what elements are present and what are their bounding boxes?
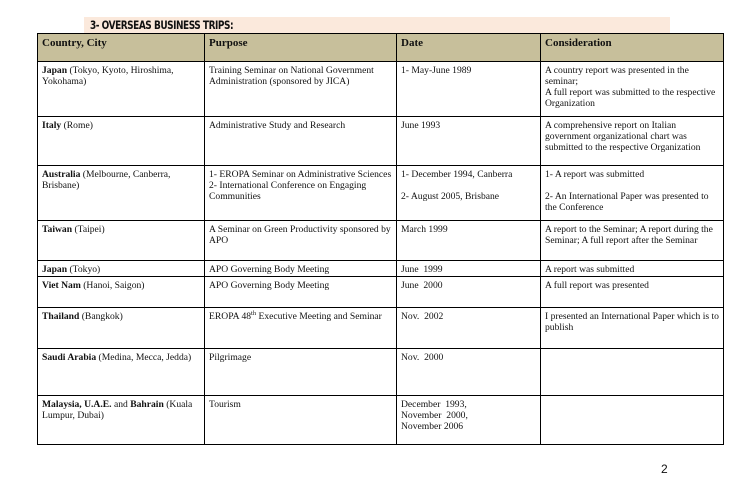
cell-date — [397, 62, 541, 117]
cell-date — [397, 261, 541, 277]
city-list: (Taipei) — [72, 224, 105, 235]
cell-country-city — [38, 308, 205, 349]
cell-purpose — [205, 277, 397, 308]
cell-purpose — [205, 62, 397, 117]
date-text: Nov. 2000 — [401, 352, 444, 363]
cell-country-city — [38, 221, 205, 261]
consideration-text: A report to the Seminar; A report during the Seminar; A full report after the Seminar — [545, 224, 713, 246]
cell-date — [397, 221, 541, 261]
date-text: March 1999 — [401, 224, 448, 235]
consideration-text — [545, 180, 719, 191]
consideration-text: A comprehensive report on Italian government organizational chart was submitted to the respective Organization — [545, 120, 701, 153]
cell-consideration — [541, 277, 724, 308]
table-row — [38, 396, 724, 445]
cell-purpose — [205, 308, 397, 349]
purpose-text: Administrative Study and Research — [209, 120, 346, 131]
city-list: (Melbourne, Canberra, Brisbane) — [42, 169, 171, 191]
cell-purpose — [205, 349, 397, 396]
purpose-text: APO Governing Body Meeting — [209, 264, 330, 275]
country-name: Bahrain — [130, 399, 164, 410]
cell-purpose — [205, 166, 397, 221]
date-text: 1- May-June 1989 — [401, 65, 472, 76]
country-name: Italy — [42, 120, 62, 131]
purpose-text: Tourism — [209, 399, 241, 410]
cell-purpose — [205, 396, 397, 445]
date-text: November 2000, — [401, 410, 468, 421]
cell-country-city — [38, 117, 205, 166]
city-list: (Rome) — [61, 120, 93, 131]
cell-purpose — [205, 261, 397, 277]
date-text — [401, 180, 536, 191]
cell-country-city — [38, 396, 205, 445]
cell-consideration — [541, 396, 724, 445]
header-purpose: Purpose — [205, 34, 397, 62]
cell-date — [397, 308, 541, 349]
cell-purpose — [205, 221, 397, 261]
table-row — [38, 308, 724, 349]
country-name: Japan — [42, 65, 68, 76]
purpose-text: Pilgrimage — [209, 352, 252, 363]
cell-date — [397, 277, 541, 308]
cell-country-city — [38, 261, 205, 277]
city-list: (Tokyo) — [67, 264, 101, 275]
cell-country-city — [38, 62, 205, 117]
header-country-city: Country, City — [38, 34, 205, 62]
header-consideration: Consideration — [541, 34, 724, 62]
purpose-text: A Seminar on Green Productivity sponsored by APO — [209, 224, 391, 246]
cell-consideration — [541, 117, 724, 166]
header-date: Date — [397, 34, 541, 62]
overseas-trips-table — [37, 33, 724, 445]
country-name: Thailand — [42, 311, 80, 322]
cell-purpose — [205, 117, 397, 166]
cell-date — [397, 166, 541, 221]
country-name: Australia — [42, 169, 81, 180]
city-list: and — [111, 399, 131, 410]
cell-consideration — [541, 62, 724, 117]
city-list: (Hanoi, Saigon) — [80, 280, 145, 291]
cell-consideration — [541, 221, 724, 261]
table-row — [38, 277, 724, 308]
consideration-text: A full report was presented — [545, 280, 649, 291]
cell-country-city — [38, 166, 205, 221]
city-list: (Tokyo, Kyoto, Hiroshima, Yokohama) — [42, 65, 174, 87]
date-text: 2- August 2005, Brisbane — [401, 191, 500, 202]
cell-consideration — [541, 166, 724, 221]
date-text: June 1999 — [401, 264, 443, 275]
purpose-text: 1- EROPA Seminar on Administrative Sciences — [209, 169, 392, 180]
table-row — [38, 117, 724, 166]
cell-consideration — [541, 261, 724, 277]
date-text: November 2006 — [401, 421, 464, 432]
ordinal-suffix: th — [251, 309, 257, 317]
cell-consideration — [541, 308, 724, 349]
purpose-text: APO Governing Body Meeting — [209, 280, 330, 291]
date-text: December 1993, — [401, 399, 467, 410]
cell-date — [397, 396, 541, 445]
country-name: Malaysia, U.A.E. — [42, 399, 112, 410]
consideration-text: I presented an International Paper which is to publish — [545, 311, 719, 333]
table-row — [38, 221, 724, 261]
cell-country-city — [38, 277, 205, 308]
date-text: June 1993 — [401, 120, 441, 131]
consideration-text: A country report was presented in the seminar; — [545, 65, 689, 87]
country-name: Taiwan — [42, 224, 73, 235]
purpose-text: EROPA 48 — [209, 311, 252, 322]
date-text: Nov. 2002 — [401, 311, 444, 322]
country-name: Japan — [42, 264, 68, 275]
purpose-text: Executive Meeting and Seminar — [256, 311, 382, 322]
page-number: 2 — [661, 462, 668, 476]
cell-date — [397, 117, 541, 166]
consideration-text: A report was submitted — [545, 264, 635, 275]
table-row — [38, 349, 724, 396]
date-text: June 2000 — [401, 280, 443, 291]
consideration-text: 1- A report was submitted — [545, 169, 645, 180]
cell-date — [397, 349, 541, 396]
section-title: 3- OVERSEAS BUSINESS TRIPS: — [90, 18, 234, 32]
purpose-text: Training Seminar on National Government Administration (sponsored by JICA) — [209, 65, 374, 87]
country-name: Saudi Arabia — [42, 352, 97, 363]
consideration-text: A full report was submitted to the respective Organization — [545, 87, 716, 109]
table-row — [38, 261, 724, 277]
table-row — [38, 166, 724, 221]
city-list: (Bangkok) — [79, 311, 123, 322]
city-list: (Kuala Lumpur, Dubai) — [42, 399, 193, 421]
country-name: Viet Nam — [42, 280, 81, 291]
table-header-row — [38, 34, 724, 62]
city-list: (Medina, Mecca, Jedda) — [96, 352, 192, 363]
date-text: 1- December 1994, Canberra — [401, 169, 513, 180]
table-row — [38, 62, 724, 117]
cell-consideration — [541, 349, 724, 396]
cell-country-city — [38, 349, 205, 396]
purpose-text: 2- International Conference on Engaging Communities — [209, 180, 367, 202]
consideration-text: 2- An International Paper was presented to the Conference — [545, 191, 709, 213]
